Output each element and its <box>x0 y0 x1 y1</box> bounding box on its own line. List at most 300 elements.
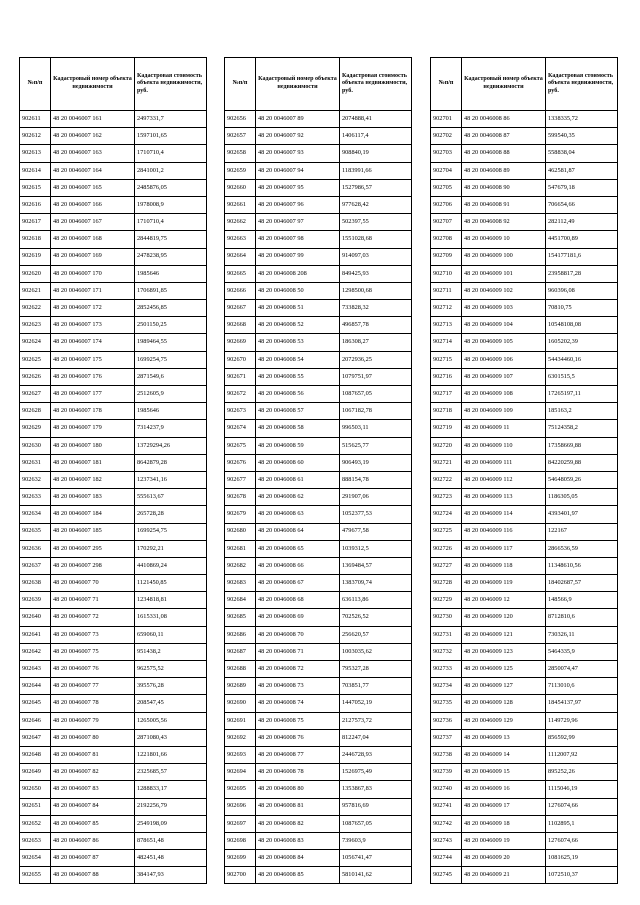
cadastral-cost: 1186305,05 <box>546 489 618 506</box>
cadastral-cost: 1067182,78 <box>340 403 412 420</box>
cadastral-number: 48 20 0046009 117 <box>462 540 546 557</box>
cadastral-cost: 1079751,97 <box>340 368 412 385</box>
table-row <box>20 523 207 540</box>
cadastral-number: 48 20 0046007 172 <box>51 300 135 317</box>
cadastral-number: 48 20 0046009 116 <box>462 523 546 540</box>
row-number: 902636 <box>20 540 51 557</box>
cadastral-number: 48 20 0046008 90 <box>462 179 546 196</box>
table-row <box>431 523 618 540</box>
cadastral-number: 48 20 0046009 112 <box>462 471 546 488</box>
cadastral-cost: 1985646 <box>135 265 207 282</box>
row-number: 902611 <box>20 111 51 128</box>
table-row <box>20 128 207 145</box>
cadastral-cost: 170292,21 <box>135 540 207 557</box>
table-row <box>225 695 412 712</box>
table-row <box>431 592 618 609</box>
row-number: 902702 <box>431 128 462 145</box>
cadastral-cost: 4451700,89 <box>546 231 618 248</box>
row-number: 902680 <box>225 523 256 540</box>
cost-table-2 <box>224 57 412 884</box>
cadastral-cost: 186308,27 <box>340 334 412 351</box>
row-number: 902655 <box>20 867 51 884</box>
table-row <box>225 832 412 849</box>
row-number: 902728 <box>431 575 462 592</box>
cadastral-number: 48 20 0046008 58 <box>256 420 340 437</box>
table-row <box>20 179 207 196</box>
cadastral-number: 48 20 0046008 77 <box>256 746 340 763</box>
table-row <box>20 506 207 523</box>
cadastral-cost: 636113,86 <box>340 592 412 609</box>
cadastral-number: 48 20 0046008 71 <box>256 643 340 660</box>
table-row <box>20 695 207 712</box>
cadastral-number: 48 20 0046008 83 <box>256 832 340 849</box>
cadastral-cost: 1710710,4 <box>135 145 207 162</box>
cadastral-cost: 1406117,4 <box>340 128 412 145</box>
cadastral-number: 48 20 0046008 51 <box>256 300 340 317</box>
row-number: 902721 <box>431 454 462 471</box>
cadastral-number: 48 20 0046007 98 <box>256 231 340 248</box>
table-row <box>20 557 207 574</box>
cadastral-number: 48 20 0046009 20 <box>462 850 546 867</box>
cadastral-cost: 599540,35 <box>546 128 618 145</box>
table-row <box>431 351 618 368</box>
cadastral-cost: 154177181,6 <box>546 248 618 265</box>
cadastral-number: 48 20 0046008 63 <box>256 506 340 523</box>
row-number: 902638 <box>20 575 51 592</box>
cadastral-cost: 4410869,24 <box>135 557 207 574</box>
cadastral-number: 48 20 0046009 121 <box>462 626 546 643</box>
table-row <box>431 231 618 248</box>
cadastral-number: 48 20 0046007 170 <box>51 265 135 282</box>
row-number: 902690 <box>225 695 256 712</box>
row-number: 902706 <box>431 196 462 213</box>
row-number: 902684 <box>225 592 256 609</box>
row-number: 902707 <box>431 214 462 231</box>
cadastral-number: 48 20 0046008 86 <box>462 111 546 128</box>
cadastral-number: 48 20 0046008 84 <box>256 850 340 867</box>
cadastral-number: 48 20 0046007 180 <box>51 437 135 454</box>
table-row <box>431 454 618 471</box>
row-number: 902726 <box>431 540 462 557</box>
cadastral-number: 48 20 0046008 50 <box>256 282 340 299</box>
table-row <box>225 729 412 746</box>
row-number: 902703 <box>431 145 462 162</box>
table-row <box>225 196 412 213</box>
row-number: 902618 <box>20 231 51 248</box>
table-row <box>20 592 207 609</box>
table-row <box>225 781 412 798</box>
table-row <box>431 179 618 196</box>
table-row <box>20 609 207 626</box>
cadastral-cost: 1989464,55 <box>135 334 207 351</box>
cadastral-number: 48 20 0046008 81 <box>256 798 340 815</box>
header-cadastral-number: Кадастровый номер объекта недвижимости <box>462 58 546 111</box>
row-number: 902705 <box>431 179 462 196</box>
cadastral-cost: 1447052,19 <box>340 695 412 712</box>
cadastral-number: 48 20 0046009 17 <box>462 798 546 815</box>
row-number: 902741 <box>431 798 462 815</box>
cadastral-number: 48 20 0046007 77 <box>51 678 135 695</box>
cadastral-cost: 208547,45 <box>135 695 207 712</box>
row-number: 902718 <box>431 403 462 420</box>
cadastral-cost: 282112,49 <box>546 214 618 231</box>
row-number: 902699 <box>225 850 256 867</box>
table-row <box>431 282 618 299</box>
cadastral-number: 48 20 0046007 179 <box>51 420 135 437</box>
row-number: 902670 <box>225 351 256 368</box>
row-number: 902743 <box>431 832 462 849</box>
row-number: 902731 <box>431 626 462 643</box>
table-header-row <box>225 58 412 111</box>
row-number: 902688 <box>225 661 256 678</box>
cadastral-cost: 1615331,08 <box>135 609 207 626</box>
cadastral-cost: 1003035,62 <box>340 643 412 660</box>
table-row <box>431 850 618 867</box>
cadastral-cost: 7113010,6 <box>546 678 618 695</box>
cadastral-number: 48 20 0046009 113 <box>462 489 546 506</box>
table-body <box>431 111 618 884</box>
row-number: 902673 <box>225 403 256 420</box>
cadastral-number: 48 20 0046007 83 <box>51 781 135 798</box>
cadastral-number: 48 20 0046007 73 <box>51 626 135 643</box>
table-row <box>225 575 412 592</box>
table-row <box>20 712 207 729</box>
cadastral-cost: 957816,69 <box>340 798 412 815</box>
row-number: 902742 <box>431 815 462 832</box>
cadastral-cost: 996503,11 <box>340 420 412 437</box>
cadastral-cost: 515625,77 <box>340 437 412 454</box>
cadastral-cost: 702526,52 <box>340 609 412 626</box>
cadastral-cost: 2072936,25 <box>340 351 412 368</box>
row-number: 902664 <box>225 248 256 265</box>
row-number: 902733 <box>431 661 462 678</box>
row-number: 902694 <box>225 764 256 781</box>
table-row <box>225 437 412 454</box>
table-row <box>431 678 618 695</box>
cadastral-cost: 1115046,19 <box>546 781 618 798</box>
row-number: 902643 <box>20 661 51 678</box>
cadastral-cost: 2127573,72 <box>340 712 412 729</box>
cadastral-number: 48 20 0046009 123 <box>462 643 546 660</box>
cadastral-number: 48 20 0046007 178 <box>51 403 135 420</box>
table-row <box>20 162 207 179</box>
cadastral-cost: 849425,93 <box>340 265 412 282</box>
cadastral-cost: 479677,58 <box>340 523 412 540</box>
cadastral-number: 48 20 0046008 78 <box>256 764 340 781</box>
cadastral-cost: 1383709,74 <box>340 575 412 592</box>
cadastral-number: 48 20 0046007 182 <box>51 471 135 488</box>
row-number: 902668 <box>225 317 256 334</box>
table-row <box>225 540 412 557</box>
table-row <box>225 231 412 248</box>
row-number: 902714 <box>431 334 462 351</box>
table-row <box>20 471 207 488</box>
row-number: 902669 <box>225 334 256 351</box>
row-number: 902634 <box>20 506 51 523</box>
table-row <box>431 471 618 488</box>
table-row <box>20 265 207 282</box>
cadastral-cost: 462581,87 <box>546 162 618 179</box>
table-row <box>20 764 207 781</box>
table-row <box>20 575 207 592</box>
row-number: 902623 <box>20 317 51 334</box>
row-number: 902647 <box>20 729 51 746</box>
cadastral-cost: 1081625,19 <box>546 850 618 867</box>
row-number: 902661 <box>225 196 256 213</box>
cadastral-number: 48 20 0046007 167 <box>51 214 135 231</box>
cadastral-number: 48 20 0046008 73 <box>256 678 340 695</box>
row-number: 902722 <box>431 471 462 488</box>
cadastral-cost: 2871080,43 <box>135 729 207 746</box>
cadastral-number: 48 20 0046008 67 <box>256 575 340 592</box>
table-row <box>225 128 412 145</box>
table-row <box>225 643 412 660</box>
cadastral-cost: 1112007,92 <box>546 746 618 763</box>
table-row <box>20 729 207 746</box>
cadastral-cost: 2850074,47 <box>546 661 618 678</box>
cadastral-number: 48 20 0046007 166 <box>51 196 135 213</box>
cadastral-number: 48 20 0046009 125 <box>462 661 546 678</box>
row-number: 902723 <box>431 489 462 506</box>
header-num: №п/п <box>225 58 256 111</box>
cadastral-number: 48 20 0046008 88 <box>462 145 546 162</box>
cadastral-cost: 75124358,2 <box>546 420 618 437</box>
table-row <box>20 420 207 437</box>
table-row <box>20 248 207 265</box>
row-number: 902614 <box>20 162 51 179</box>
table-row <box>225 471 412 488</box>
cadastral-cost: 2074888,41 <box>340 111 412 128</box>
cadastral-cost: 1551028,68 <box>340 231 412 248</box>
cadastral-number: 48 20 0046007 162 <box>51 128 135 145</box>
cadastral-cost: 2852456,85 <box>135 300 207 317</box>
row-number: 902727 <box>431 557 462 574</box>
table-row <box>20 334 207 351</box>
row-number: 902679 <box>225 506 256 523</box>
cadastral-number: 48 20 0046007 84 <box>51 798 135 815</box>
row-number: 902648 <box>20 746 51 763</box>
cadastral-cost: 17358669,88 <box>546 437 618 454</box>
row-number: 902641 <box>20 626 51 643</box>
cadastral-cost: 1276074,66 <box>546 798 618 815</box>
table-row <box>20 437 207 454</box>
row-number: 902716 <box>431 368 462 385</box>
table-row <box>431 128 618 145</box>
cadastral-number: 48 20 0046009 114 <box>462 506 546 523</box>
table-row <box>431 317 618 334</box>
cadastral-number: 48 20 0046007 96 <box>256 196 340 213</box>
cadastral-cost: 2485876,05 <box>135 179 207 196</box>
table-row <box>225 867 412 884</box>
cadastral-number: 48 20 0046009 18 <box>462 815 546 832</box>
cadastral-cost: 812247,04 <box>340 729 412 746</box>
cadastral-number: 48 20 0046007 295 <box>51 540 135 557</box>
table-row <box>225 609 412 626</box>
table-row <box>20 540 207 557</box>
row-number: 902620 <box>20 265 51 282</box>
table-row <box>20 850 207 867</box>
row-number: 902698 <box>225 832 256 849</box>
table-row <box>431 661 618 678</box>
cadastral-cost: 1288833,17 <box>135 781 207 798</box>
cadastral-number: 48 20 0046008 76 <box>256 729 340 746</box>
cadastral-cost: 2478238,95 <box>135 248 207 265</box>
table-row <box>20 643 207 660</box>
table-row <box>225 746 412 763</box>
cadastral-number: 48 20 0046007 181 <box>51 454 135 471</box>
cadastral-number: 48 20 0046009 13 <box>462 729 546 746</box>
cadastral-number: 48 20 0046007 177 <box>51 386 135 403</box>
cadastral-number: 48 20 0046007 76 <box>51 661 135 678</box>
cadastral-cost: 1369484,57 <box>340 557 412 574</box>
cadastral-cost: 878651,48 <box>135 832 207 849</box>
table-row <box>20 403 207 420</box>
row-number: 902616 <box>20 196 51 213</box>
row-number: 902736 <box>431 712 462 729</box>
row-number: 902744 <box>431 850 462 867</box>
cadastral-cost: 17265197,11 <box>546 386 618 403</box>
cadastral-cost: 1102895,1 <box>546 815 618 832</box>
row-number: 902691 <box>225 712 256 729</box>
table-row <box>225 317 412 334</box>
cadastral-cost: 962575,52 <box>135 661 207 678</box>
table-row <box>225 815 412 832</box>
table-header-row <box>20 58 207 111</box>
cadastral-number: 48 20 0046007 165 <box>51 179 135 196</box>
row-number: 902715 <box>431 351 462 368</box>
table-row <box>225 506 412 523</box>
table-row <box>225 489 412 506</box>
cadastral-cost: 914097,03 <box>340 248 412 265</box>
table-row <box>431 798 618 815</box>
cadastral-number: 48 20 0046007 93 <box>256 145 340 162</box>
table-row <box>431 712 618 729</box>
cadastral-number: 48 20 0046008 61 <box>256 471 340 488</box>
cadastral-cost: 23958817,28 <box>546 265 618 282</box>
table-row <box>225 592 412 609</box>
row-number: 902687 <box>225 643 256 660</box>
cadastral-cost: 1985646 <box>135 403 207 420</box>
table-row <box>20 781 207 798</box>
cadastral-number: 48 20 0046007 97 <box>256 214 340 231</box>
row-number: 902624 <box>20 334 51 351</box>
table-row <box>431 368 618 385</box>
cadastral-number: 48 20 0046008 60 <box>256 454 340 471</box>
cadastral-cost: 1087657,05 <box>340 386 412 403</box>
cadastral-cost: 960396,08 <box>546 282 618 299</box>
table-header-row <box>431 58 618 111</box>
cadastral-cost: 1052377,53 <box>340 506 412 523</box>
row-number: 902738 <box>431 746 462 763</box>
cadastral-number: 48 20 0046009 19 <box>462 832 546 849</box>
cadastral-cost: 733828,32 <box>340 300 412 317</box>
cadastral-number: 48 20 0046008 69 <box>256 609 340 626</box>
table-body <box>20 111 207 884</box>
cadastral-number: 48 20 0046007 163 <box>51 145 135 162</box>
table-row <box>225 712 412 729</box>
cadastral-cost: 1978008,9 <box>135 196 207 213</box>
header-num: №п/п <box>20 58 51 111</box>
cadastral-number: 48 20 0046007 99 <box>256 248 340 265</box>
cadastral-number: 48 20 0046007 183 <box>51 489 135 506</box>
table-row <box>431 145 618 162</box>
row-number: 902681 <box>225 540 256 557</box>
cadastral-number: 48 20 0046009 120 <box>462 609 546 626</box>
cadastral-number: 48 20 0046009 104 <box>462 317 546 334</box>
row-number: 902660 <box>225 179 256 196</box>
table-row <box>431 265 618 282</box>
table-row <box>225 798 412 815</box>
table-body <box>225 111 412 884</box>
cadastral-cost: 54434460,16 <box>546 351 618 368</box>
cadastral-number: 48 20 0046007 175 <box>51 351 135 368</box>
table-row <box>225 162 412 179</box>
cadastral-number: 48 20 0046008 59 <box>256 437 340 454</box>
table-row <box>225 420 412 437</box>
table-row <box>225 764 412 781</box>
row-number: 902695 <box>225 781 256 798</box>
cadastral-cost: 895252,26 <box>546 764 618 781</box>
cost-table-1 <box>19 57 207 884</box>
row-number: 902676 <box>225 454 256 471</box>
table-row <box>431 437 618 454</box>
row-number: 902675 <box>225 437 256 454</box>
table-row <box>20 867 207 884</box>
cadastral-number: 48 20 0046009 119 <box>462 575 546 592</box>
table-row <box>20 111 207 128</box>
row-number: 902685 <box>225 609 256 626</box>
cadastral-number: 48 20 0046009 103 <box>462 300 546 317</box>
cadastral-number: 48 20 0046007 82 <box>51 764 135 781</box>
table-row <box>225 523 412 540</box>
cadastral-cost: 482451,48 <box>135 850 207 867</box>
cadastral-number: 48 20 0046007 169 <box>51 248 135 265</box>
table-row <box>225 111 412 128</box>
table-row <box>225 248 412 265</box>
row-number: 902637 <box>20 557 51 574</box>
table-row <box>20 678 207 695</box>
row-number: 902724 <box>431 506 462 523</box>
header-cadastral-number: Кадастровый номер объекта недвижимости <box>51 58 135 111</box>
cadastral-cost: 1338335,72 <box>546 111 618 128</box>
table-row <box>20 746 207 763</box>
cadastral-cost: 1121450,85 <box>135 575 207 592</box>
cadastral-number: 48 20 0046007 95 <box>256 179 340 196</box>
cadastral-cost: 951438,2 <box>135 643 207 660</box>
cadastral-cost: 1149729,96 <box>546 712 618 729</box>
row-number: 902713 <box>431 317 462 334</box>
cadastral-cost: 84220259,88 <box>546 454 618 471</box>
table-row <box>431 300 618 317</box>
row-number: 902729 <box>431 592 462 609</box>
cadastral-cost: 54648059,26 <box>546 471 618 488</box>
cadastral-cost: 1597101,65 <box>135 128 207 145</box>
row-number: 902725 <box>431 523 462 540</box>
cadastral-number: 48 20 0046007 168 <box>51 231 135 248</box>
cadastral-number: 48 20 0046007 87 <box>51 850 135 867</box>
cadastral-cost: 1276074,66 <box>546 832 618 849</box>
table-row <box>20 489 207 506</box>
cadastral-cost: 256620,57 <box>340 626 412 643</box>
cadastral-cost: 5464335,9 <box>546 643 618 660</box>
cadastral-cost: 555613,67 <box>135 489 207 506</box>
cadastral-cost: 908840,19 <box>340 145 412 162</box>
row-number: 902650 <box>20 781 51 798</box>
row-number: 902656 <box>225 111 256 128</box>
row-number: 902696 <box>225 798 256 815</box>
cadastral-number: 48 20 0046008 82 <box>256 815 340 832</box>
row-number: 902735 <box>431 695 462 712</box>
